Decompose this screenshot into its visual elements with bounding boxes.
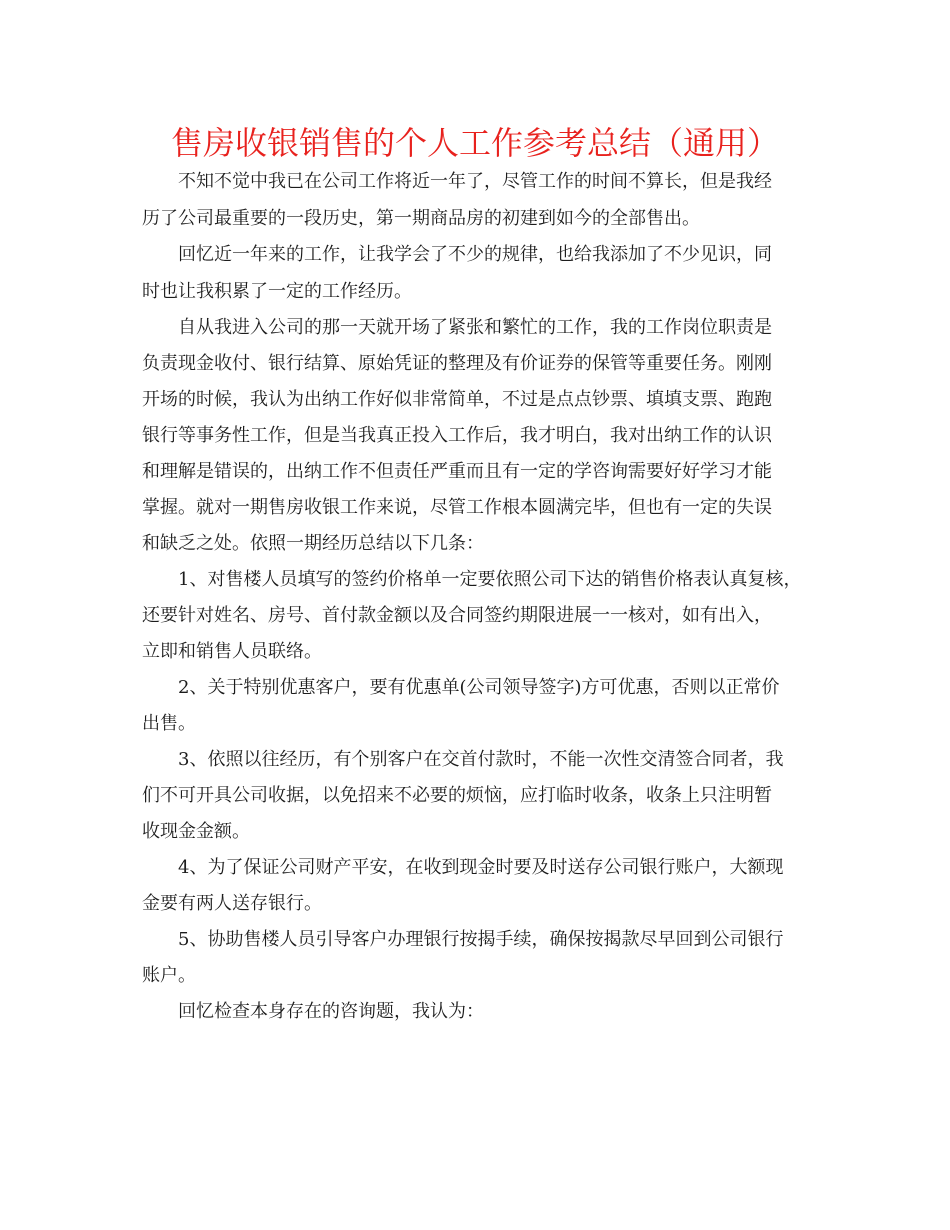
body-line: 时也让我积累了一定的工作经历。	[142, 281, 412, 302]
body-line: 3、依照以往经历，有个别客户在交首付款时，不能一次性交清签合同者，我	[178, 749, 784, 770]
body-line: 账户。	[142, 965, 196, 986]
body-line: 金要有两人送存银行。	[142, 893, 322, 914]
body-line: 回忆检查本身存在的咨询题，我认为：	[178, 1001, 484, 1022]
body-line: 收现金金额。	[142, 821, 250, 842]
body-line: 和缺乏之处。依照一期经历总结以下几条：	[142, 533, 484, 554]
body-line: 还要针对姓名、房号、首付款金额以及合同签约期限进展一一核对，如有出入，	[142, 605, 772, 626]
body-line: 2、关于特别优惠客户，要有优惠单(公司领导签字)方可优惠，否则以正常价	[178, 677, 780, 698]
body-line: 5、协助售楼人员引导客户办理银行按揭手续，确保按揭款尽早回到公司银行	[178, 929, 784, 950]
body-line: 和理解是错误的，出纳工作不但责任严重而且有一定的学咨询需要好好学习才能	[142, 461, 772, 482]
body-line: 自从我进入公司的那一天就开场了紧张和繁忙的工作，我的工作岗位职责是	[178, 317, 772, 338]
body-line: 立即和销售人员联络。	[142, 641, 322, 662]
body-line: 们不可开具公司收据，以免招来不必要的烦恼，应打临时收条，收条上只注明暂	[142, 785, 772, 806]
body-line: 回忆近一年来的工作，让我学会了不少的规律，也给我添加了不少见识，同	[178, 244, 772, 265]
body-line: 4、为了保证公司财产平安，在收到现金时要及时送存公司银行账户，大额现	[178, 857, 784, 878]
body-line: 历了公司最重要的一段历史，第一期商品房的初建到如今的全部售出。	[142, 208, 700, 229]
body-line: 负责现金收付、银行结算、原始凭证的整理及有价证券的保管等重要任务。刚刚	[142, 353, 772, 374]
document-title: 售房收银销售的个人工作参考总结（通用）	[170, 124, 779, 162]
body-line: 出售。	[142, 713, 196, 734]
body-line: 开场的时候，我认为出纳工作好似非常简单，不过是点点钞票、填填支票、跑跑	[142, 389, 772, 410]
body-line: 不知不觉中我已在公司工作将近一年了，尽管工作的时间不算长，但是我经	[178, 171, 772, 192]
body-line: 掌握。就对一期售房收银工作来说，尽管工作根本圆满完毕，但也有一定的失误	[142, 497, 772, 518]
body-line: 1、对售楼人员填写的签约价格单一定要依照公司下达的销售价格表认真复核，	[178, 569, 802, 590]
body-line: 银行等事务性工作，但是当我真正投入工作后，我才明白，我对出纳工作的认识	[142, 425, 772, 446]
